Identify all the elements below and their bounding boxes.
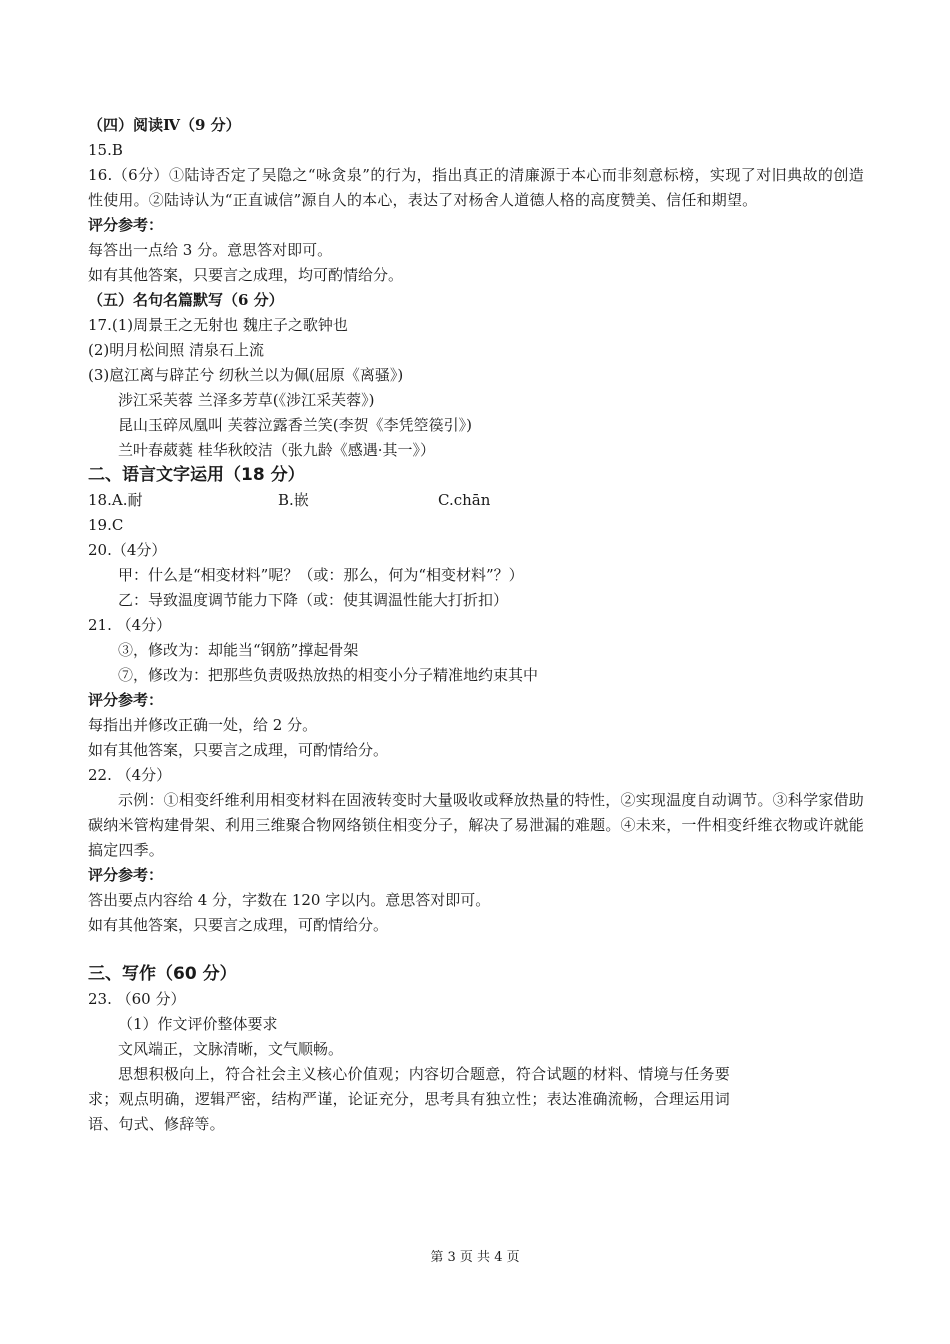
essay-requirements-title: （1）作文评价整体要求 (118, 1015, 278, 1033)
answer-17-3-alt2: 昆山玉碎凤凰叫 芙蓉泣露香兰笑(李贺《李凭箜篌引》) (118, 416, 472, 434)
grading-22-other: 如有其他答案，只要言之成理，可酌情给分。 (88, 916, 389, 934)
answer-18-a: 18.A.耐 (88, 491, 143, 509)
answer-21-item7: ⑦，修改为：把那些负责吸热放热的相变小分子精准地约束其中 (118, 666, 539, 684)
answer-16: 16.（6分）①陆诗否定了吴隐之“咏贪泉”的行为，指出真正的清廉源于本心而非刻意标榜，实现了对旧典故的创造性使用。②陆诗认为“正直诚信”源自人的本心，表达了对杨舍人道德人格的高度赞美、信任和期望。 (88, 166, 864, 209)
page-content (88, 113, 864, 1137)
section-4-title: （四）阅读Ⅳ（9 分） (88, 116, 241, 134)
grading-label-22: 评分参考： (88, 866, 164, 884)
spacer (88, 938, 864, 962)
grading-21-point: 每指出并修改正确一处，给 2 分。 (88, 716, 318, 734)
answer-17-3-alt3: 兰叶春葳蕤 桂华秋皎洁（张九龄《感遇·其一》） (118, 441, 436, 459)
answer-21: 21. （4分） (88, 616, 172, 634)
answer-18-b: B.嵌 (278, 491, 309, 509)
answer-21-item3: ③，修改为：却能当“钢筋”撑起骨架 (118, 641, 359, 659)
part-3-title: 三、写作（60 分） (88, 964, 237, 984)
answer-18-c: C.chān (438, 491, 491, 509)
part-2-title: 二、语言文字运用（18 分） (88, 465, 305, 485)
grading-label-21: 评分参考： (88, 691, 164, 709)
grading-22-point: 答出要点内容给 4 分，字数在 120 字以内。意思答对即可。 (88, 891, 491, 909)
answer-15: 15.B (88, 141, 123, 159)
answer-17-1: 17.(1)周景王之无射也 魏庄子之歌钟也 (88, 316, 348, 334)
answer-17-3: (3)扈江离与辟芷兮 纫秋兰以为佩(屈原《离骚》) (88, 366, 404, 384)
grading-16-point: 每答出一点给 3 分。意思答对即可。 (88, 241, 333, 259)
answer-17-3-alt1: 涉江采芙蓉 兰泽多芳草(《涉江采芙蓉》) (118, 391, 375, 409)
section-5-title: （五）名句名篇默写（6 分） (88, 291, 284, 309)
page-number: 第 3 页 共 4 页 (430, 1250, 520, 1265)
answer-22: 22. （4分） (88, 766, 172, 784)
grading-16-other: 如有其他答案，只要言之成理，均可酌情给分。 (88, 266, 404, 284)
answer-23: 23. （60 分） (88, 990, 186, 1008)
answer-22-example: 示例：①相变纤维利用相变材料在固液转变时大量吸收或释放热量的特性，②实现温度自动调节。③科学家借助碳纳米管构建骨架、利用三维聚合物网络锁住相变分子，解决了易泄漏的难题。④未来，一件相变纤维衣物或许就能搞定四季。 (88, 791, 864, 859)
answer-20: 20.（4分） (88, 541, 167, 559)
grading-21-other: 如有其他答案，只要言之成理，可酌情给分。 (88, 741, 389, 759)
essay-requirement-style: 文风端正，文脉清晰，文气顺畅。 (118, 1040, 344, 1058)
essay-requirement-content: 思想积极向上，符合社会主义核心价值观；内容切合题意，符合试题的材料、情境与任务要求；观点明确，逻辑严密，结构严谨，论证充分，思考具有独立性；表达准确流畅，合理运用词语、句式、修辞等。 (88, 1065, 730, 1133)
answer-18 (88, 488, 864, 513)
answer-17-2: (2)明月松间照 清泉石上流 (88, 341, 265, 359)
answer-20-yi: 乙：导致温度调节能力下降（或：使其调温性能大打折扣） (118, 591, 509, 609)
grading-label-16: 评分参考： (88, 216, 164, 234)
answer-19: 19.C (88, 516, 124, 534)
answer-20-jia: 甲：什么是“相变材料”呢？（或：那么，何为“相变材料”？） (118, 566, 524, 584)
